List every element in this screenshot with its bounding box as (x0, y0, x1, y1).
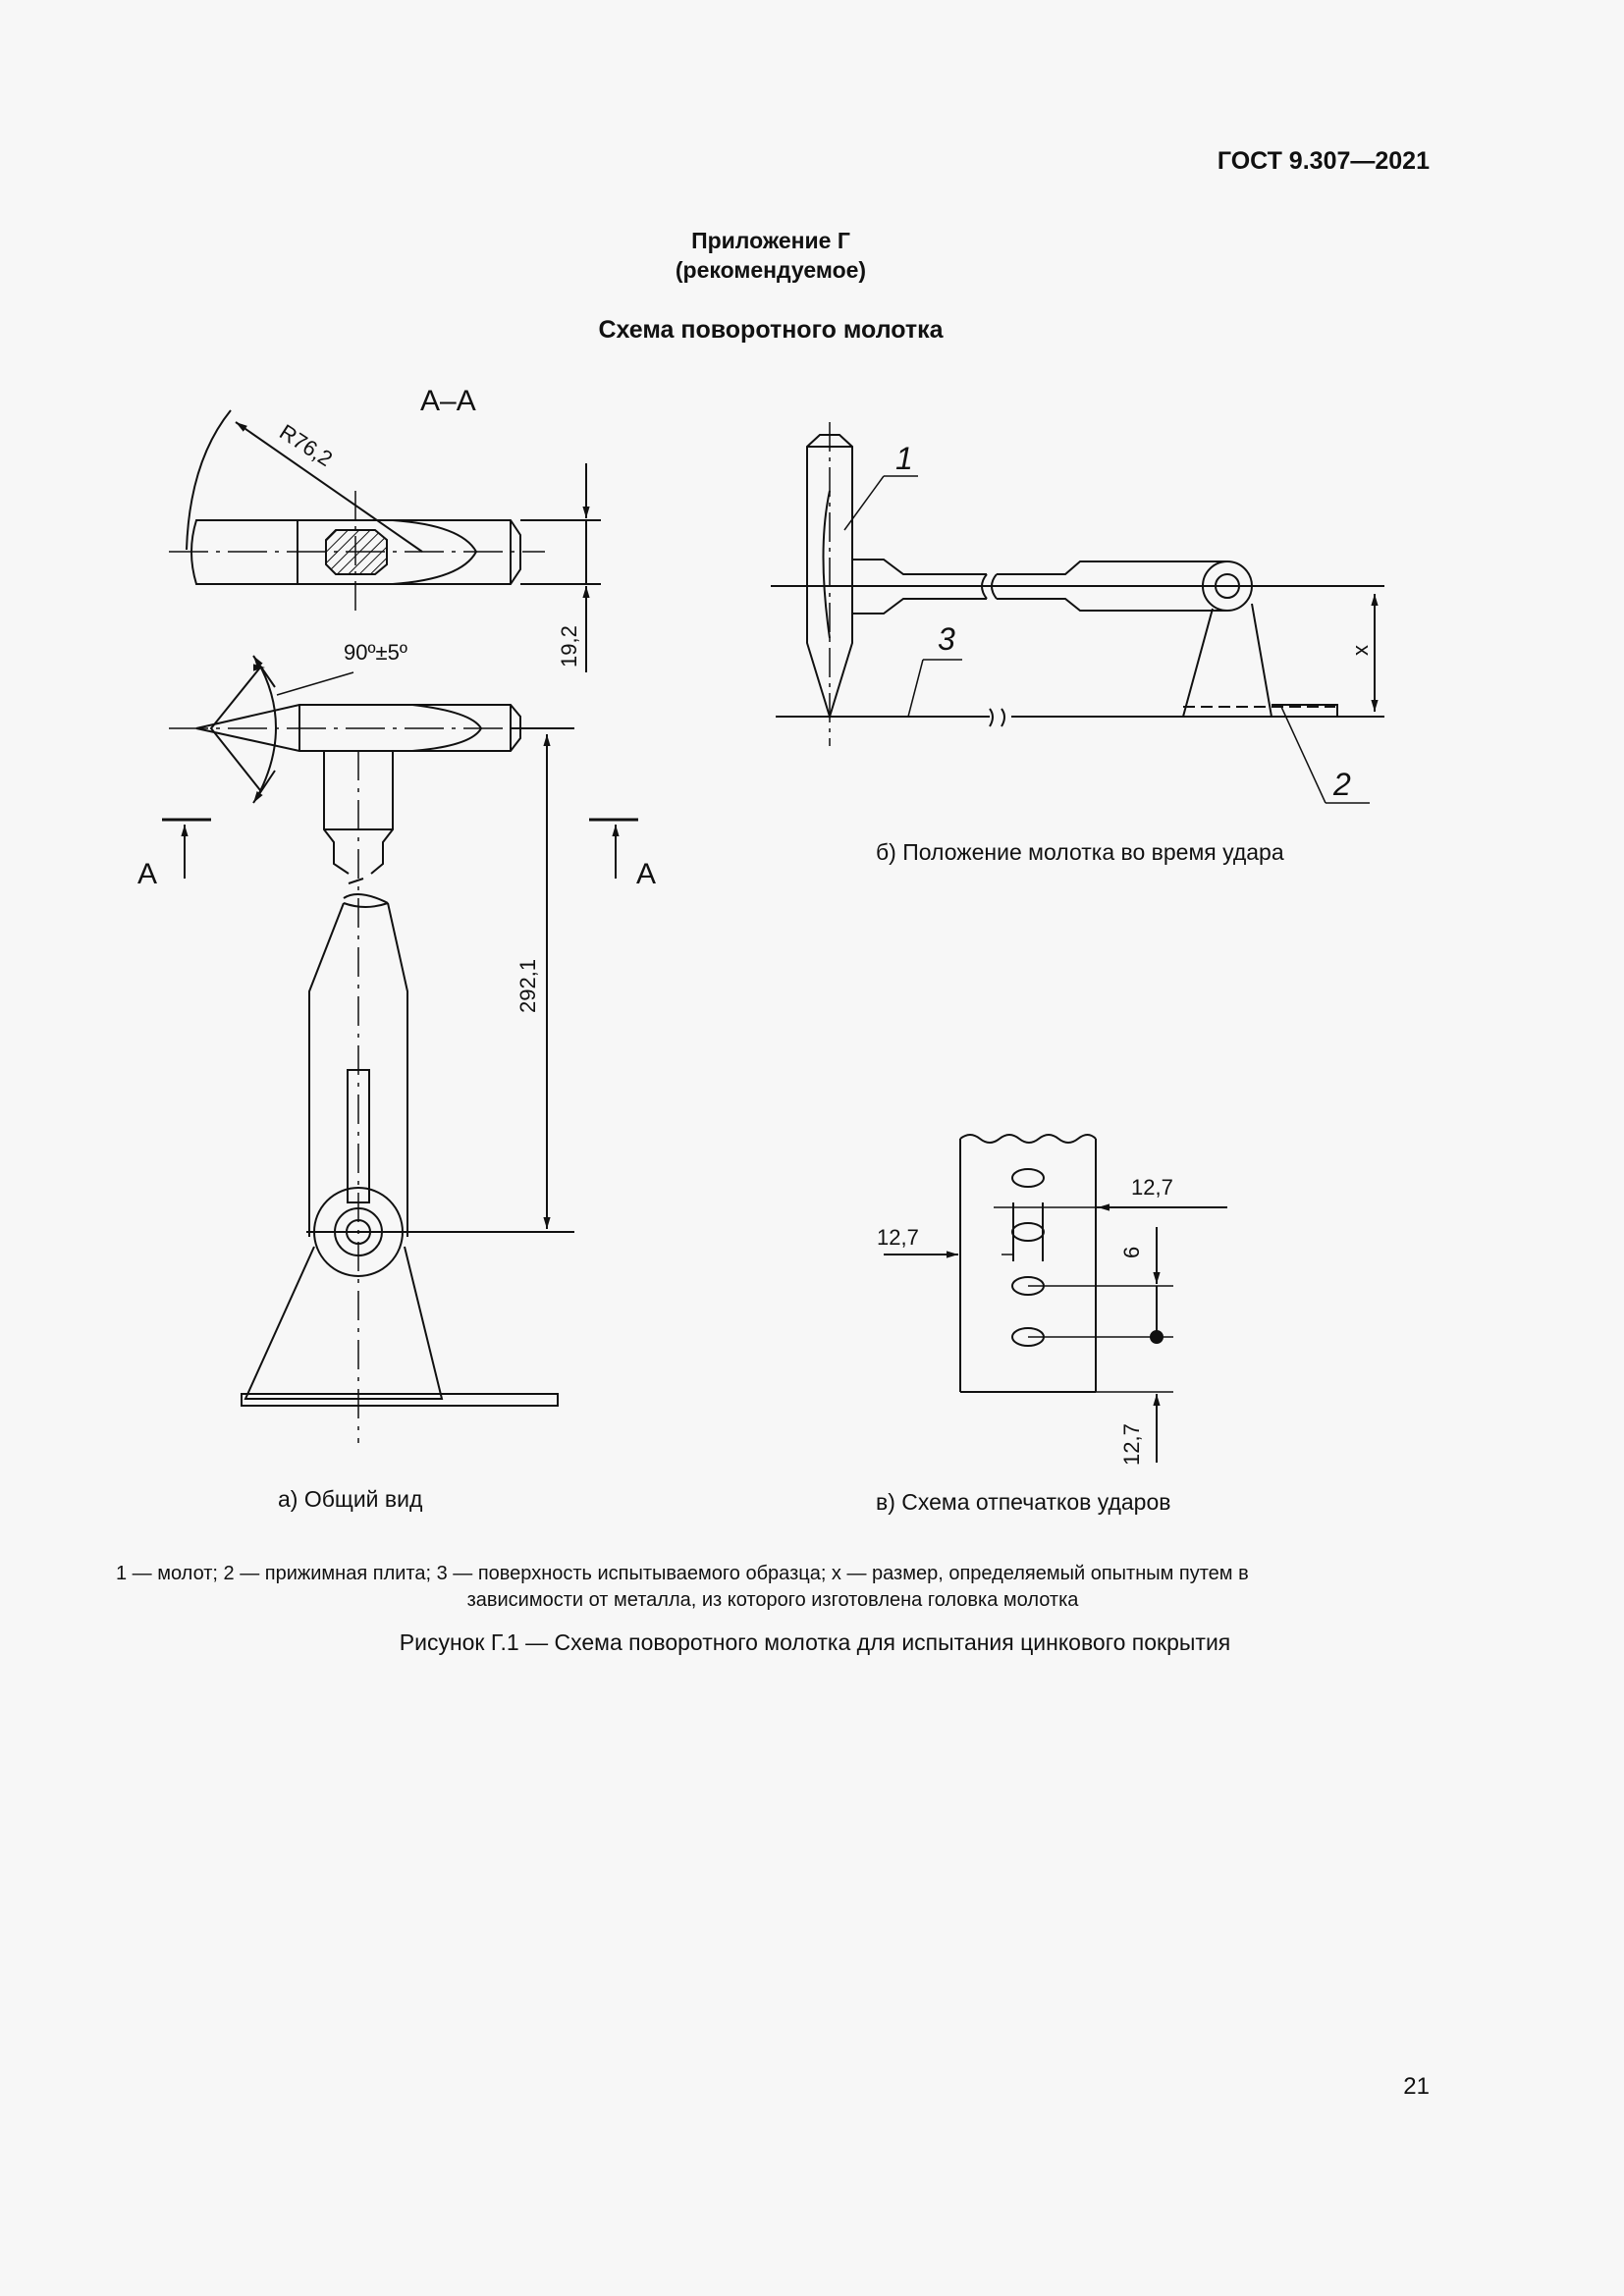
general-view-hammer (169, 656, 574, 1443)
caption-impact-position: б) Положение молотка во время удара (876, 839, 1284, 865)
callout-1: 1 (895, 441, 913, 476)
section-view-aa (169, 410, 601, 672)
figure-title: Схема поворотного молотка (598, 316, 944, 344)
section-label-aa: А–А (420, 385, 476, 417)
callout-2: 2 (1333, 767, 1351, 802)
section-marks (162, 820, 638, 879)
callout-3: 3 (938, 621, 955, 657)
impact-position-view (771, 422, 1384, 803)
section-mark-right: А (636, 858, 657, 890)
angle-label: 90º±5º (344, 640, 407, 665)
dim-spacing-horizontal-left: 12,7 (877, 1225, 919, 1250)
legend-line-1: 1 — молот; 2 — прижимная плита; 3 — поверхность испытываемого образца; x — размер, определяемый опытным путем в (116, 1563, 1249, 1584)
appendix-title: Приложение Г (691, 228, 850, 253)
standard-number: ГОСТ 9.307—2021 (1217, 147, 1430, 175)
caption-impact-prints: в) Схема отпечатков ударов (876, 1489, 1171, 1515)
legend-line-2: зависимости от металла, из которого изготовлена головка молотка (466, 1589, 1079, 1611)
dim-spacing-horizontal-right: 12,7 (1131, 1175, 1173, 1200)
figure-legend (116, 1561, 1430, 1614)
dim-spacing-vertical: 6 (1119, 1246, 1144, 1258)
dim-width-label: 19,2 (557, 625, 581, 667)
page-number: 21 (1403, 2073, 1430, 2100)
appendix-status: (рекомендуемое) (675, 257, 867, 283)
radius-label: R76,2 (275, 419, 338, 472)
dim-spacing-bottom: 12,7 (1119, 1423, 1144, 1466)
impact-prints-view (884, 1135, 1227, 1463)
dim-x-label: x (1348, 645, 1373, 656)
figure-caption: Рисунок Г.1 — Схема поворотного молотка для испытания цинкового покрытия (399, 1629, 1231, 1655)
dim-length-label: 292,1 (515, 958, 540, 1013)
section-mark-left: А (137, 858, 158, 890)
caption-general-view: а) Общий вид (278, 1486, 423, 1512)
